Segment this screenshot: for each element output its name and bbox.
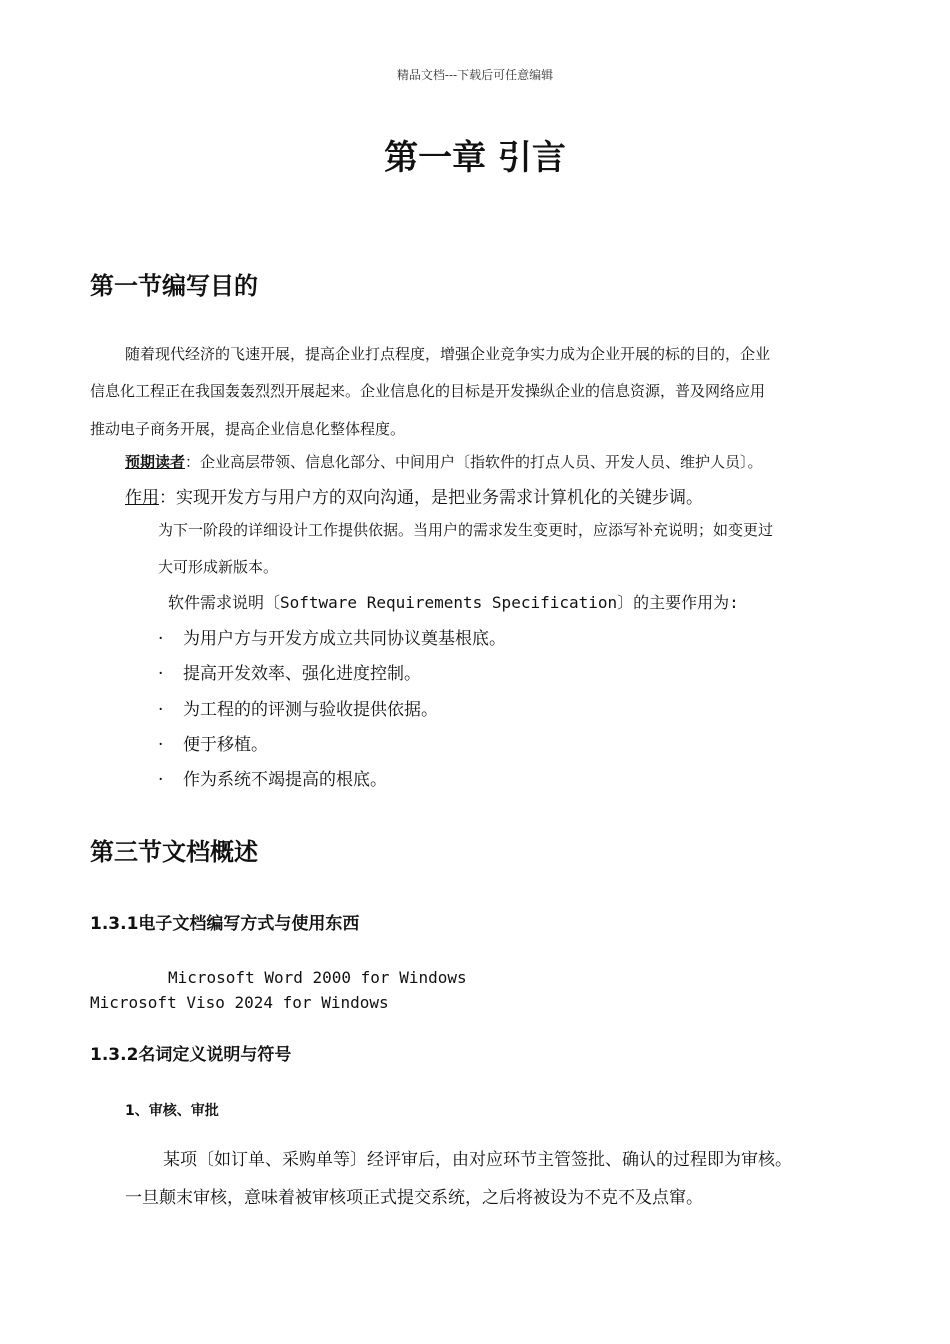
- readers-label: 预期读者: [125, 453, 186, 471]
- intro-paragraph-line-3: 推动电子商务开展，提高企业信息化整体程度。: [90, 420, 406, 438]
- intro-paragraph-line-2: 信息化工程正在我国轰轰烈烈开展起来。企业信息化的目标是开发操纵企业的信息资源，普及网络应用: [90, 382, 766, 400]
- bullet-dot: ·: [158, 700, 164, 720]
- list-item: [158, 659, 421, 684]
- basis-line-1: 为下一阶段的详细设计工作提供依据。当用户的需求发生变更时，应添写补充说明；如变更过: [158, 521, 774, 539]
- list-item-text: 提高开发效率、强化进度控制。: [183, 664, 421, 684]
- term-description-line-2: 一旦颠末审核，意味着被审核项正式提交系统，之后将被设为不克不及点窜。: [125, 1188, 703, 1208]
- srs-intro: 软件需求说明〔Software Requirements Specification〕的主要作用为:: [168, 593, 739, 612]
- list-item-text: 为用户方与开发方成立共同协议奠基根底。: [183, 629, 506, 649]
- role-line: [125, 483, 703, 508]
- bullet-dot: ·: [158, 735, 164, 755]
- section-title-purpose: 第一节编写目的: [90, 272, 258, 300]
- bullet-dot: ·: [158, 629, 164, 649]
- section-title-overview: 第三节文档概述: [90, 838, 258, 866]
- list-item-text: 便于移植。: [183, 735, 268, 755]
- tool-line-2: Microsoft Viso 2024 for Windows: [90, 993, 389, 1012]
- page-header: 精品文档---下载后可任意编辑: [396, 68, 554, 82]
- tool-line-1: Microsoft Word 2000 for Windows: [168, 968, 467, 987]
- term-description-line-1: 某项〔如订单、采购单等〕经评审后，由对应环节主管签批、确认的过程即为审核。: [163, 1150, 792, 1170]
- list-item: [158, 695, 438, 720]
- list-item-text: 为工程的的评测与验收提供依据。: [183, 700, 438, 720]
- intro-paragraph-line-1: 随着现代经济的飞速开展，提高企业打点程度，增强企业竞争实力成为企业开展的标的目的，企业: [125, 345, 771, 363]
- basis-line-2: 大可形成新版本。: [158, 558, 279, 576]
- role-label: 作用: [125, 488, 159, 508]
- role-text: ：实现开发方与用户方的双向沟通，是把业务需求计算机化的关键步调。: [159, 488, 703, 508]
- readers-line: [125, 451, 763, 472]
- bullet-dot: ·: [158, 770, 164, 790]
- subsection-title-terms: 1.3.2名词定义说明与符号: [90, 1045, 292, 1065]
- list-item-text: 作为系统不竭提高的根底。: [183, 770, 387, 790]
- chapter-title: 第一章 引言: [384, 138, 566, 178]
- bullet-dot: ·: [158, 664, 164, 684]
- list-item: [158, 730, 268, 755]
- list-item: [158, 624, 506, 649]
- list-item: [158, 765, 387, 790]
- subsection-title-tools: 1.3.1电子文档编写方式与使用东西: [90, 914, 360, 934]
- readers-text: ：企业高层带领、信息化部分、中间用户〔指软件的打点人员、开发人员、维护人员〕。: [185, 453, 763, 471]
- term-title: 1、审核、审批: [125, 1103, 219, 1119]
